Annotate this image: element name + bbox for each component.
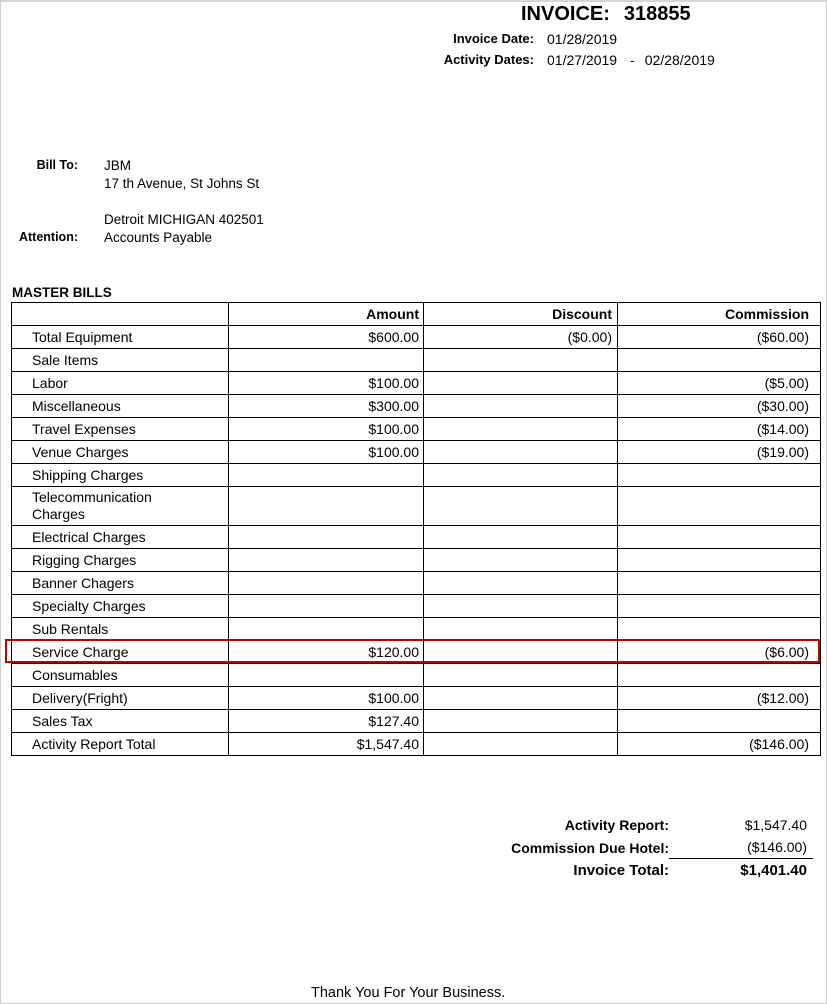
- activity-date-separator: -: [630, 51, 635, 68]
- row-label: Rigging Charges: [12, 549, 229, 572]
- commission-due-label: Commission Due Hotel:: [511, 839, 669, 856]
- row-label: Consumables: [12, 664, 229, 687]
- row-amount: [229, 349, 424, 372]
- footer-message: Thank You For Your Business.: [311, 985, 506, 1001]
- row-commission: [618, 664, 821, 687]
- header-dates: [1, 28, 827, 70]
- row-amount: $127.40: [229, 710, 424, 733]
- activity-date-start: 01/27/2019: [547, 51, 618, 68]
- invoice-date-label: Invoice Date:: [453, 31, 534, 46]
- row-commission: ($30.00): [618, 395, 821, 418]
- table-row: [12, 687, 821, 710]
- attention-label: Attention:: [18, 230, 78, 244]
- row-discount: [424, 664, 618, 687]
- table-row: [12, 418, 821, 441]
- row-amount: $100.00: [229, 441, 424, 464]
- row-amount: [229, 618, 424, 641]
- row-amount: [229, 464, 424, 487]
- row-discount: [424, 710, 618, 733]
- row-label: Sub Rentals: [12, 618, 229, 641]
- table-row: [12, 441, 821, 464]
- table-row: [12, 487, 821, 526]
- row-label: Electrical Charges: [12, 526, 229, 549]
- row-label: Sale Items: [12, 349, 229, 372]
- row-discount: [424, 395, 618, 418]
- row-amount: [229, 487, 424, 526]
- bill-to-address-line2: Detroit MICHIGAN 402501: [104, 211, 264, 227]
- activity-report-row: [1, 813, 813, 836]
- row-amount: [229, 595, 424, 618]
- table-row: [12, 572, 821, 595]
- row-discount: [424, 572, 618, 595]
- bill-to-spacer: [1, 192, 501, 210]
- activity-report-value: $1,547.40: [744, 816, 807, 833]
- row-discount: ($0.00): [424, 326, 618, 349]
- row-discount: [424, 464, 618, 487]
- row-discount: [424, 418, 618, 441]
- row-amount: [229, 664, 424, 687]
- row-discount: [424, 549, 618, 572]
- row-amount: $100.00: [229, 687, 424, 710]
- commission-due-value: ($146.00): [669, 836, 813, 859]
- row-discount: [424, 595, 618, 618]
- row-commission: ($146.00): [618, 733, 821, 756]
- row-label: Venue Charges: [12, 441, 229, 464]
- row-discount: [424, 487, 618, 526]
- master-bills-table: [11, 302, 821, 756]
- table-row-highlighted: [12, 641, 821, 664]
- table-header-row: [12, 303, 821, 326]
- row-label: Activity Report Total: [12, 733, 229, 756]
- row-discount: [424, 349, 618, 372]
- invoice-date-value: 01/28/2019: [547, 30, 618, 47]
- row-label: Shipping Charges: [12, 464, 229, 487]
- invoice-total-label: Invoice Total:: [573, 862, 669, 879]
- summary-block: [1, 813, 813, 882]
- row-label: Specialty Charges: [12, 595, 229, 618]
- row-amount: $600.00: [229, 326, 424, 349]
- row-commission: ($60.00): [618, 326, 821, 349]
- bill-to-name: JBM: [104, 157, 131, 173]
- row-label: Service Charge: [12, 641, 229, 664]
- table-row: [12, 664, 821, 687]
- row-commission: [618, 572, 821, 595]
- activity-dates-label: Activity Dates:: [443, 52, 534, 67]
- row-amount: [229, 572, 424, 595]
- table-row: [12, 549, 821, 572]
- bill-to-address-line1: 17 th Avenue, St Johns St: [104, 175, 260, 191]
- row-amount: $300.00: [229, 395, 424, 418]
- row-commission: ($12.00): [618, 687, 821, 710]
- table-row: [12, 372, 821, 395]
- master-bills-title: MASTER BILLS: [12, 285, 112, 300]
- activity-dates-row: [1, 49, 827, 70]
- table-row: [12, 618, 821, 641]
- table-row: [12, 464, 821, 487]
- row-discount: [424, 733, 618, 756]
- row-commission: [618, 618, 821, 641]
- table-row-total: [12, 733, 821, 756]
- invoice-number: 318855: [623, 3, 691, 25]
- invoice-total-value: $1,401.40: [740, 862, 807, 879]
- row-label: Total Equipment: [12, 326, 229, 349]
- activity-date-end: 02/28/2019: [644, 51, 715, 68]
- invoice-title: [521, 3, 691, 26]
- row-commission: [618, 710, 821, 733]
- commission-due-row: [1, 836, 813, 859]
- table-row: [12, 710, 821, 733]
- table-row: [12, 395, 821, 418]
- row-amount: [229, 549, 424, 572]
- row-commission: [618, 595, 821, 618]
- bill-to-row: [1, 156, 501, 174]
- row-discount: [424, 641, 618, 664]
- row-commission: [618, 464, 821, 487]
- column-header-label: [12, 303, 229, 326]
- attention-value: Accounts Payable: [104, 229, 213, 245]
- attention-row: [1, 228, 501, 246]
- row-amount: $100.00: [229, 372, 424, 395]
- row-label: Miscellaneous: [12, 395, 229, 418]
- row-label: Labor: [12, 372, 229, 395]
- table-row: [12, 349, 821, 372]
- column-header-amount: Amount: [229, 303, 424, 326]
- row-label: Delivery(Fright): [12, 687, 229, 710]
- row-label: Travel Expenses: [12, 418, 229, 441]
- row-amount: $1,547.40: [229, 733, 424, 756]
- bill-to-block: [1, 156, 501, 246]
- row-commission: [618, 549, 821, 572]
- row-amount: $100.00: [229, 418, 424, 441]
- row-commission: [618, 349, 821, 372]
- row-amount: [229, 526, 424, 549]
- row-discount: [424, 618, 618, 641]
- row-label: Sales Tax: [12, 710, 229, 733]
- row-commission: [618, 487, 821, 526]
- column-header-commission: Commission: [618, 303, 821, 326]
- bill-to-label: Bill To:: [36, 158, 78, 172]
- row-commission: [618, 526, 821, 549]
- row-label: Banner Chagers: [12, 572, 229, 595]
- table-row: [12, 326, 821, 349]
- row-commission: ($5.00): [618, 372, 821, 395]
- row-discount: [424, 687, 618, 710]
- activity-dates-value: [547, 52, 715, 68]
- activity-report-label: Activity Report:: [564, 816, 669, 833]
- invoice-total-row: [1, 859, 813, 882]
- row-discount: [424, 526, 618, 549]
- row-commission: ($19.00): [618, 441, 821, 464]
- column-header-discount: Discount: [424, 303, 618, 326]
- table-row: [12, 526, 821, 549]
- table-row: [12, 595, 821, 618]
- invoice-title-label: INVOICE:: [521, 3, 610, 25]
- row-commission: ($14.00): [618, 418, 821, 441]
- row-amount: $120.00: [229, 641, 424, 664]
- row-discount: [424, 441, 618, 464]
- invoice-date-row: [1, 28, 827, 49]
- bill-to-address-row: [1, 174, 501, 192]
- row-commission: ($6.00): [618, 641, 821, 664]
- row-label: Telecommunication Charges: [12, 487, 229, 526]
- bill-to-city-row: [1, 210, 501, 228]
- row-discount: [424, 372, 618, 395]
